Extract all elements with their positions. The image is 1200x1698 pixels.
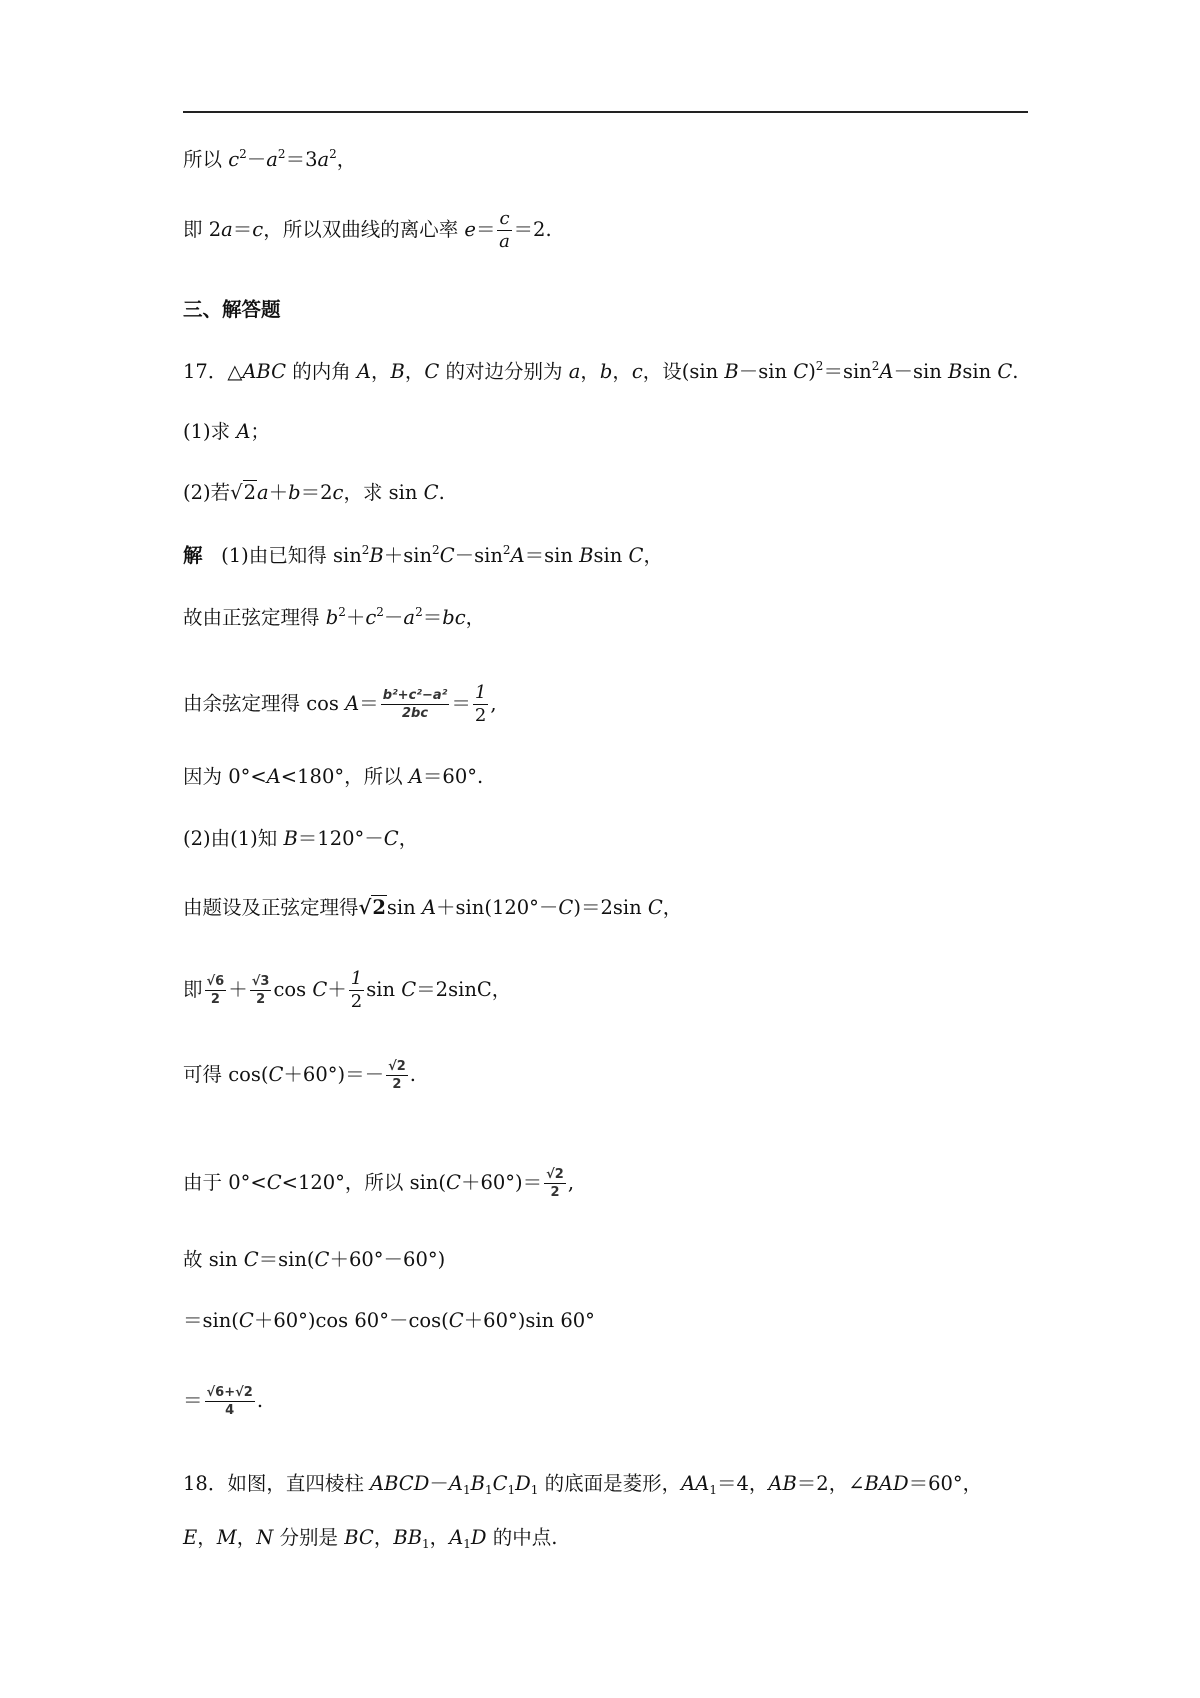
fraction: $\frac{√6+√2}{4}$: [206, 1385, 253, 1418]
solution-line-6: 由题设及正弦定理得√2sin A＋sin(120°－C)＝2sin C，: [183, 894, 682, 922]
question-18-line-2: E，M，N 分别是 BC，$BB_1$，$A_1D$ 的中点.: [183, 1526, 558, 1551]
fraction: $\frac{√6}{2}$: [206, 974, 225, 1007]
solution-line-10: 故 sin C＝sin(C＋60°－60°): [183, 1248, 446, 1271]
solution-line-5: (2)由(1)知 B＝120°－C，: [183, 827, 419, 850]
fraction: $\frac{1}{2}$: [350, 968, 363, 1012]
fraction: $\frac{c}{a}$: [499, 208, 510, 252]
solution-line-12: ＝ $\frac{√6+√2}{4}$ .: [183, 1385, 264, 1418]
text-line-1: 所以 $c^2-a^2=3a^2$，: [183, 147, 357, 171]
question-17-part-1: (1)求 A；: [183, 420, 270, 443]
solution-line-9: 由于 0°<C<120°，所以 sin(C＋60°)＝ $\frac{√2}{2}$ ,: [183, 1167, 575, 1200]
fraction: $\frac{1}{2}$: [474, 682, 487, 726]
fraction: $\frac{√3}{2}$: [251, 974, 270, 1007]
fraction: $\frac{√2}{2}$: [388, 1059, 406, 1092]
solution-line-8: 可得 cos(C＋60°)＝－ $\frac{√2}{2}$ .: [183, 1059, 416, 1092]
solution-line-3: 由余弦定理得 cos A＝ $\frac{\text{b²+c²−a²}}{2bc}$ ＝ $\frac{1}{2}$ ,: [183, 682, 497, 726]
solution-line-7: 即 $\frac{√6}{2}$ ＋ $\frac{√3}{2}$ cos C＋ $\frac{1}{2}$ sin C＝2sinC，: [183, 968, 512, 1012]
text-line-2: 即 2a＝c，所以双曲线的离心率 e＝ $\frac{c}{a}$ ＝2.: [183, 208, 552, 252]
solution-line-1: 解 (1)由已知得 $\sin^2B+\sin^2C-\sin^2A=\sin$ Bsin C，: [183, 543, 663, 567]
solution-line-4: 因为 0°<A<180°，所以 A＝60°.: [183, 765, 484, 788]
question-17: 17．△ABC 的内角 A，B，C 的对边分别为 a，b，c，设(sin B－sin $C)^2=\sin^2A-\sin$ Bsin C.: [183, 359, 1019, 383]
solution-line-11: ＝sin(C＋60°)cos 60°－cos(C＋60°)sin 60°: [183, 1309, 595, 1332]
sqrt: √2: [230, 481, 256, 504]
section-heading: 三、解答题: [183, 298, 281, 321]
fraction: $\frac{√2}{2}$: [546, 1167, 564, 1200]
sqrt: √2: [358, 896, 386, 919]
question-17-part-2: (2)若√2a＋b＝2c，求 sin C.: [183, 479, 445, 507]
solution-line-2: 故由正弦定理得 $b^2+c^2-a^2=bc$，: [183, 605, 486, 629]
fraction: $\frac{\text{b²+c²−a²}}{2bc}$: [382, 688, 448, 721]
header-rule: [183, 111, 1028, 113]
question-18-line-1: 18．如图，直四棱柱 $ABCD-A_1B_1C_1D_1$ 的底面是菱形，$AA_1=4$，AB＝2，∠BAD＝60°，: [183, 1472, 983, 1497]
